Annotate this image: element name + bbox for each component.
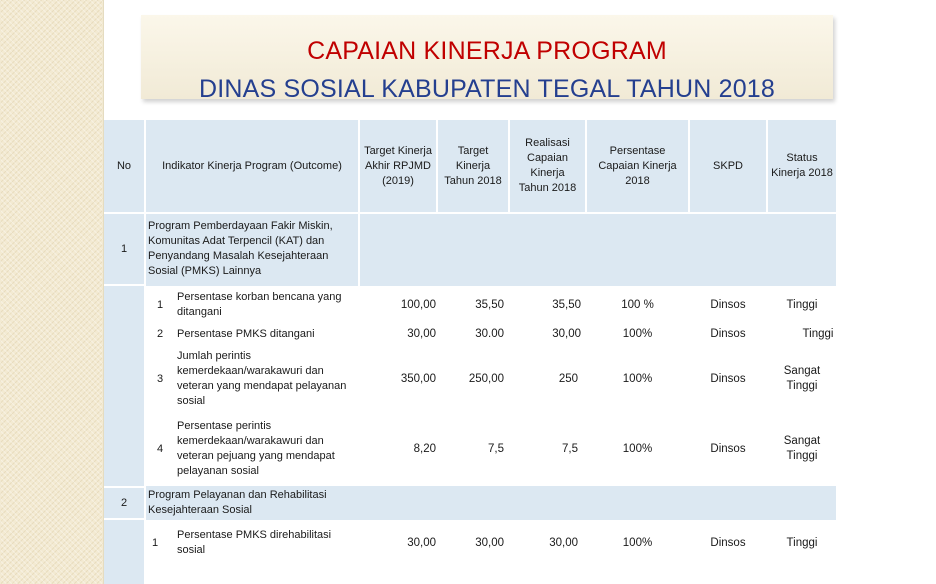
indicator-1-4-status: Sangat Tinggi [783, 435, 821, 462]
indicator-1-4-no: 4 [156, 442, 164, 455]
no-column-bg-bottom [104, 520, 144, 584]
indicator-1-3-no: 3 [156, 372, 164, 385]
header-skpd: SKPD [713, 159, 743, 172]
program-1-no: 1 [120, 242, 128, 255]
program-2-no: 2 [120, 496, 128, 509]
indicator-1-4-skpd: Dinsos [710, 442, 746, 455]
indicator-1-1-skpd: Dinsos [710, 298, 746, 311]
header-status: Status Kinerja 2018 [771, 152, 833, 179]
program-1-name: Program Pemberdayaan Fakir Miskin, Komunitas Adat Terpencil (KAT) dan Penyandang Masalah Kesejahteraan Sosial (PMKS) Lainnya [148, 220, 333, 277]
decorative-side-stripe [0, 0, 103, 584]
header-target-2018: Target Kinerja Tahun 2018 [444, 144, 502, 187]
indicator-1-4-realisasi: 7,5 [562, 442, 578, 455]
title-banner [141, 15, 833, 103]
indicator-1-1-no: 1 [156, 298, 164, 311]
indicator-1-2-skpd: Dinsos [710, 327, 746, 340]
indicator-1-3-skpd: Dinsos [710, 372, 746, 385]
header-no: No [116, 159, 132, 172]
indicator-1-3-realisasi: 250 [558, 372, 578, 385]
indicator-1-4-target-rpjmd: 8,20 [413, 442, 436, 455]
indicator-1-4-text: Persentase perintis kemerdekaan/warakawuri dan veteran pejuang yang mendapat pelayanan sosial [177, 420, 335, 477]
indicator-2-1-target-rpjmd: 30,00 [407, 536, 436, 549]
indicator-1-2-target-rpjmd: 30,00 [407, 327, 436, 340]
indicator-1-3-text: Jumlah perintis kemerdekaan/warakawuri dan veteran yang mendapat pelayanan sosial [177, 350, 347, 407]
indicator-2-1-skpd: Dinsos [710, 536, 746, 549]
indicator-1-2-text: Persentase PMKS ditangani [177, 327, 315, 340]
indicator-1-3-persentase: 100% [622, 372, 653, 385]
indicator-1-2-no: 2 [156, 327, 164, 340]
indicator-2-1-target-2018: 30,00 [475, 536, 504, 549]
indicator-1-4-target-2018: 7,5 [488, 442, 504, 455]
indicator-1-1-text: Persentase korban bencana yang ditangani [177, 291, 342, 318]
title-sub: DINAS SOSIAL KABUPATEN TEGAL TAHUN 2018 [198, 75, 776, 103]
header-persentase: Persentase Capaian Kinerja 2018 [598, 144, 677, 187]
indicator-1-1-status: Tinggi [786, 298, 818, 311]
header-target-rpjmd: Target Kinerja Akhir RPJMD (2019) [364, 144, 432, 187]
indicator-1-3-target-2018: 250,00 [468, 372, 504, 385]
indicator-1-2-status: Tinggi [802, 327, 834, 340]
indicator-2-1-no: 1 [151, 536, 159, 549]
indicator-2-1-status: Tinggi [786, 536, 818, 549]
indicator-2-1-persentase: 100% [622, 536, 653, 549]
indicator-1-1-target-2018: 35,50 [475, 298, 504, 311]
indicator-1-1-persentase: 100 % [621, 298, 654, 311]
indicator-1-3-status: Sangat Tinggi [783, 365, 821, 392]
program-2-name: Program Pelayanan dan Rehabilitasi Kesejahteraan Sosial [148, 489, 327, 516]
indicator-1-2-persentase: 100% [622, 327, 653, 340]
indicator-2-1-text: Persentase PMKS direhabilitasi sosial [177, 529, 332, 556]
header-realisasi: Realisasi Capaian Kinerja Tahun 2018 [518, 137, 577, 194]
indicator-1-3-target-rpjmd: 350,00 [400, 372, 436, 385]
header-indikator: Indikator Kinerja Program (Outcome) [162, 159, 342, 172]
indicator-1-1-realisasi: 35,50 [552, 298, 581, 311]
indicator-1-2-realisasi: 30,00 [552, 327, 581, 340]
indicator-1-4-persentase: 100% [622, 442, 653, 455]
indicator-1-2-target-2018: 30.00 [475, 327, 504, 340]
title-main: CAPAIAN KINERJA PROGRAM [307, 37, 667, 65]
indicator-1-1-target-rpjmd: 100,00 [400, 298, 436, 311]
indicator-2-1-realisasi: 30,00 [549, 536, 578, 549]
